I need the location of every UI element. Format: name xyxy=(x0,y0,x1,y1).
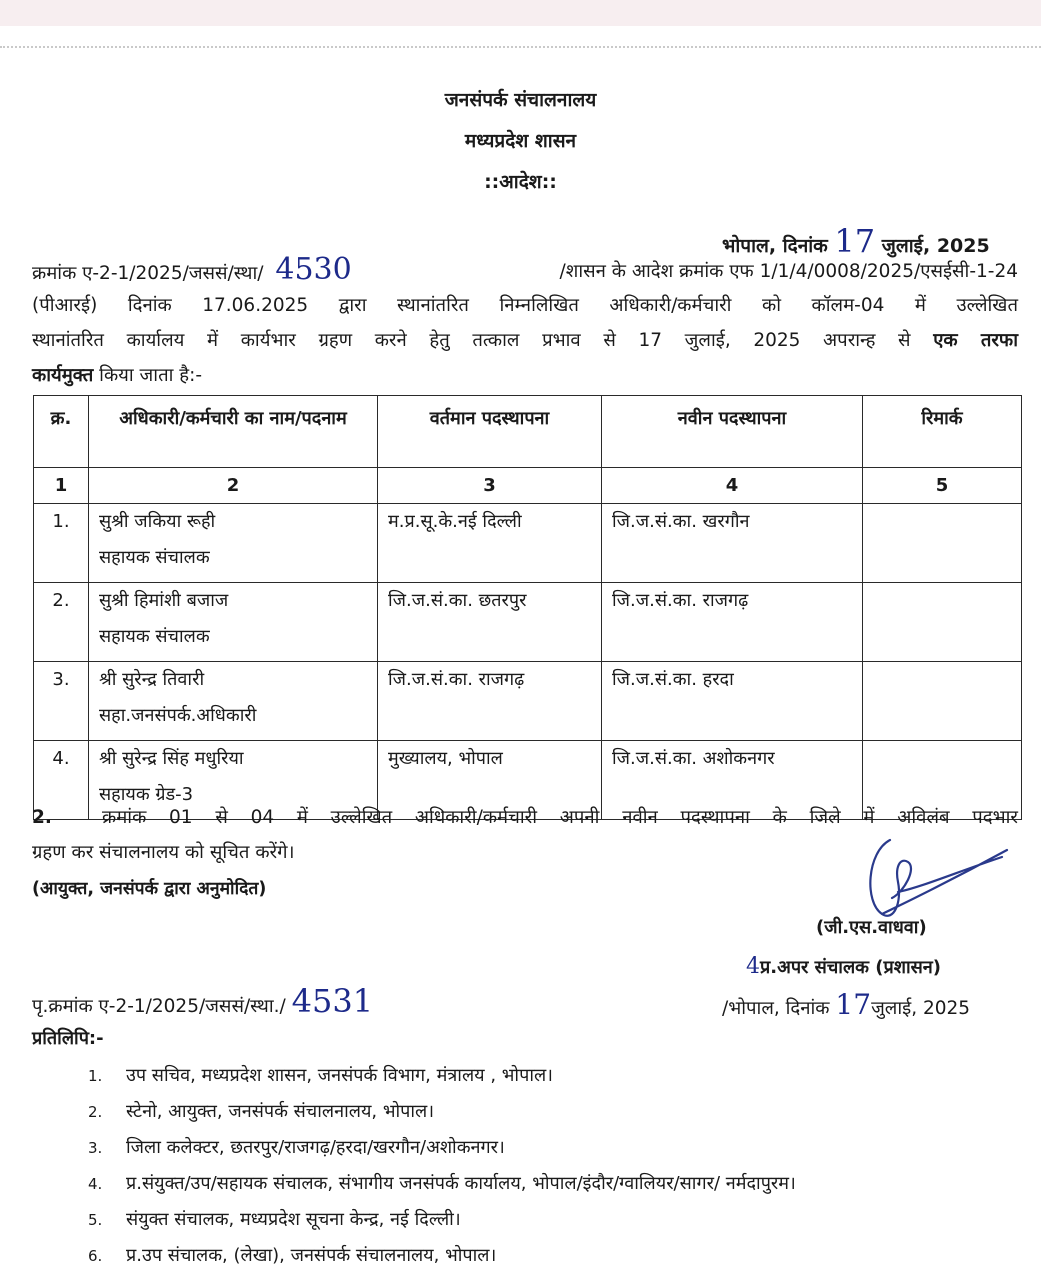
endorsement-number xyxy=(32,982,373,1020)
signatory-mark: 4 xyxy=(746,954,760,979)
body-line: (पीआरई) दिनांक 17.06.2025 द्वारा स्थानांतरित निम्नलिखित अधिकारी/कर्मचारी को कॉलम-04 में उल्लेखित xyxy=(32,295,1018,316)
list-item-text: स्टेनो, आयुक्त, जनसंपर्क संचालनालय, भोपाल। xyxy=(126,1101,435,1122)
table-row xyxy=(34,662,1022,741)
government-title: मध्यप्रदेश शासन xyxy=(464,130,577,152)
list-item-text: जिला कलेक्टर, छतरपुर/राजगढ़/हरदा/खरगौन/अशोकनगर। xyxy=(126,1137,505,1158)
list-item xyxy=(88,1094,796,1130)
para2-line: ग्रहण कर संचालनालय को सूचित करेंगे। xyxy=(32,842,295,863)
col-number: 4 xyxy=(602,468,863,504)
list-item xyxy=(88,1130,796,1166)
cell-current: जि.ज.सं.का. राजगढ़ xyxy=(378,662,602,741)
cell-sno: 4. xyxy=(34,741,89,820)
list-item xyxy=(88,1058,796,1094)
cell-current: जि.ज.सं.का. छतरपुर xyxy=(378,583,602,662)
cell-name xyxy=(89,583,378,662)
header-new: नवीन पदस्थापना xyxy=(602,396,863,468)
header-remark: रिमार्क xyxy=(863,396,1022,468)
body-bold-text: कार्यमुक्त xyxy=(32,365,94,386)
table-row xyxy=(34,583,1022,662)
cell-sno: 2. xyxy=(34,583,89,662)
endorsement-date-day: 17 xyxy=(835,988,872,1021)
department-title: जनसंपर्क संचालनालय xyxy=(444,89,597,111)
col-number: 2 xyxy=(89,468,378,504)
cell-new: जि.ज.सं.का. अशोकनगर xyxy=(602,741,863,820)
list-item-text: उप सचिव, मध्यप्रदेश शासन, जनसंपर्क विभाग, मंत्रालय , भोपाल। xyxy=(126,1065,554,1086)
officer-name: श्री सुरेन्द्र तिवारी xyxy=(99,669,205,690)
officer-designation: सहायक संचालक xyxy=(99,626,210,647)
table-row xyxy=(34,504,1022,583)
cell-sno: 3. xyxy=(34,662,89,741)
body-line xyxy=(32,358,1018,393)
transfer-table xyxy=(33,395,1022,820)
list-item-text: संयुक्त संचालक, मध्यप्रदेश सूचना केन्द्र, नई दिल्ली। xyxy=(126,1209,461,1230)
signatory-title xyxy=(746,954,941,979)
cell-current: म.प्र.सू.के.नई दिल्ली xyxy=(378,504,602,583)
cell-remark xyxy=(863,662,1022,741)
order-body xyxy=(32,288,1018,393)
cell-remark xyxy=(863,583,1022,662)
order-number xyxy=(32,252,352,287)
table-header-row xyxy=(34,396,1022,468)
header-current: वर्तमान पदस्थापना xyxy=(378,396,602,468)
para2-text: क्रमांक 01 से 04 में उल्लेखित अधिकारी/कर्मचारी अपनी नवीन पदस्थापना के जिले में अविलंब पदभार xyxy=(102,807,1018,828)
body-bold-text: एक तरफा xyxy=(933,330,1018,351)
copy-list xyxy=(88,1058,796,1274)
endorsement-date-prefix: /भोपाल, दिनांक xyxy=(722,998,830,1019)
list-item xyxy=(88,1166,796,1202)
list-item xyxy=(88,1238,796,1274)
date-prefix: भोपाल, दिनांक xyxy=(722,235,828,257)
order-reference: /शासन के आदेश क्रमांक एफ 1/1/4/0008/2025/एसईसी-1-24 xyxy=(559,261,1018,282)
body-line-text: किया जाता है:- xyxy=(93,365,203,386)
para2-line xyxy=(32,800,1018,835)
cell-new: जि.ज.सं.का. राजगढ़ xyxy=(602,583,863,662)
page-edge xyxy=(0,46,1041,48)
col-number: 1 xyxy=(34,468,89,504)
column-number-row xyxy=(34,468,1022,504)
officer-name: सुश्री जकिया रूही xyxy=(99,511,216,532)
body-line xyxy=(32,323,1018,358)
header-name: अधिकारी/कर्मचारी का नाम/पदनाम xyxy=(89,396,378,468)
officer-name: सुश्री हिमांशी बजाज xyxy=(99,590,229,611)
copy-heading: प्रतिलिपि:- xyxy=(32,1028,104,1049)
signature-scribble xyxy=(862,832,1012,927)
cell-new: जि.ज.सं.का. खरगौन xyxy=(602,504,863,583)
para2-number: 2. xyxy=(32,807,52,828)
cell-new: जि.ज.सं.का. हरदा xyxy=(602,662,863,741)
col-number: 3 xyxy=(378,468,602,504)
cell-sno: 1. xyxy=(34,504,89,583)
endorsement-date-suffix: जुलाई, 2025 xyxy=(871,998,971,1019)
body-line-text: स्थानांतरित कार्यालय में कार्यभार ग्रहण करने हेतु तत्काल प्रभाव से 17 जुलाई, 2025 अपरान्ह से xyxy=(32,330,911,351)
list-item-number: 4. xyxy=(88,1175,103,1193)
list-item-text: प्र.संयुक्त/उप/सहायक संचालक, संभागीय जनसंपर्क कार्यालय, भोपाल/इंदौर/ग्वालियर/सागर/ नर्मदापुरम। xyxy=(126,1173,796,1194)
order-heading: ::आदेश:: xyxy=(484,171,557,193)
cell-name xyxy=(89,504,378,583)
list-item-number: 1. xyxy=(88,1067,103,1085)
list-item xyxy=(88,1202,796,1238)
date-line xyxy=(722,222,990,260)
order-number-label: क्रमांक ए-2-1/2025/जससं/स्था/ xyxy=(32,263,264,284)
order-number-handwritten: 4530 xyxy=(275,252,352,287)
officer-designation: सहा.जनसंपर्क.अधिकारी xyxy=(99,705,257,726)
col-number: 5 xyxy=(863,468,1022,504)
list-item-number: 2. xyxy=(88,1103,103,1121)
officer-designation: सहायक संचालक xyxy=(99,547,210,568)
officer-name: श्री सुरेन्द्र सिंह मधुरिया xyxy=(99,748,244,769)
cell-remark xyxy=(863,504,1022,583)
list-item-number: 6. xyxy=(88,1247,103,1265)
cell-current: मुख्यालय, भोपाल xyxy=(378,741,602,820)
header-sno: क्र. xyxy=(34,396,89,468)
signatory-name: (जी.एस.वाधवा) xyxy=(816,917,927,938)
list-item-number: 5. xyxy=(88,1211,103,1229)
date-suffix: जुलाई, 2025 xyxy=(881,235,990,257)
cell-name xyxy=(89,662,378,741)
endorsement-handwritten: 4531 xyxy=(291,982,374,1020)
officer-designation: सहायक ग्रेड-3 xyxy=(99,784,194,805)
endorsement-label: पृ.क्रमांक ए-2-1/2025/जससं/स्था./ xyxy=(32,996,286,1017)
endorsement-date xyxy=(722,988,970,1021)
list-item-number: 3. xyxy=(88,1139,103,1157)
signatory-title-text: प्र.अपर संचालक (प्रशासन) xyxy=(760,957,941,978)
approval-note: (आयुक्त, जनसंपर्क द्वारा अनुमोदित) xyxy=(32,879,267,899)
list-item-text: प्र.उप संचालक, (लेखा), जनसंपर्क संचालनालय, भोपाल। xyxy=(126,1245,497,1266)
date-day-handwritten: 17 xyxy=(834,222,876,260)
top-bar xyxy=(0,0,1041,26)
